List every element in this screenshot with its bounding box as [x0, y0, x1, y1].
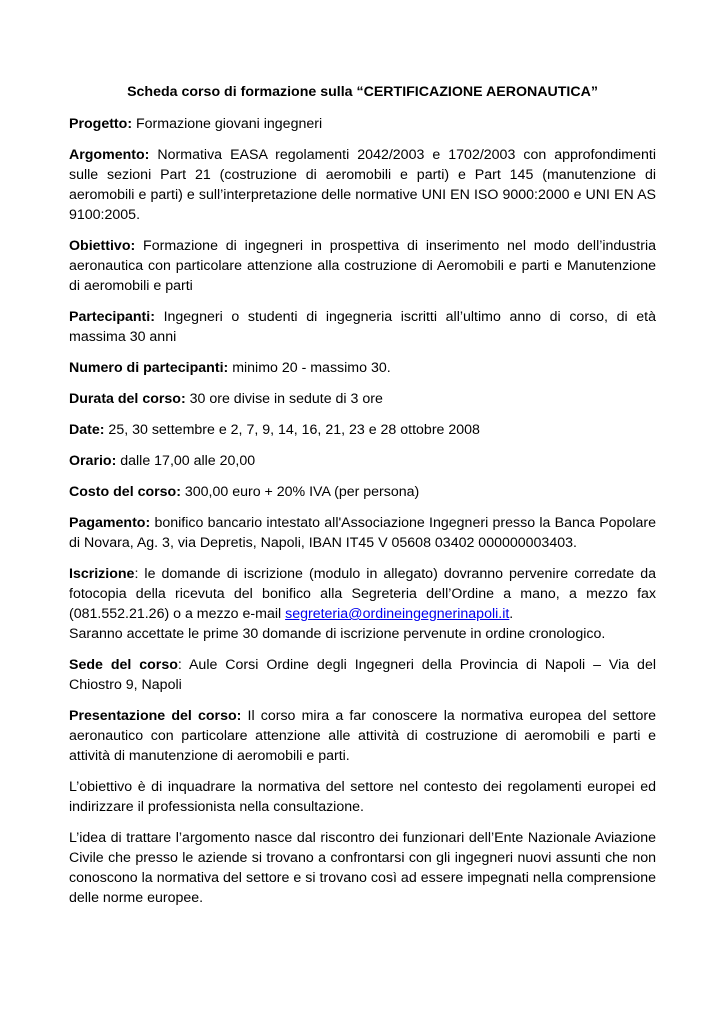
course-sheet: [69, 82, 656, 919]
obiettivo-value: Formazione di ingegneri in prospettiva di inserimento nel modo dell’industria aeronautica con particolare attenzione alla costruzione di Aeromobili e parti e Manutenzione di aeromobili e parti: [69, 238, 656, 294]
numero-partecipanti-label: Numero di partecipanti:: [69, 360, 229, 376]
iscrizione-note: Saranno accettate le prime 30 domande di iscrizione pervenute in ordine cronologico.: [69, 626, 606, 642]
presentazione-field: [69, 706, 656, 766]
idea-paragraph: L’idea di trattare l’argomento nasce dal riscontro dei funzionari dell’Ente Nazionale Aviazione Civile che presso le aziende si trovano a confrontarsi con gli ingegneri nuovi assunti che non conoscono la normativa del settore e si trovano così ad essere impegnati nella comprensione delle norme europee.: [69, 830, 656, 906]
durata-value: 30 ore divise in sedute di 3 ore: [185, 391, 383, 407]
obiettivo-field: [69, 236, 656, 296]
costo-value: 300,00 euro + 20% IVA (per persona): [180, 484, 420, 500]
durata-label: Durata del corso:: [69, 391, 186, 407]
sede-field: [69, 655, 656, 695]
iscrizione-text-end: .: [509, 606, 514, 622]
argomento-field: [69, 145, 656, 225]
orario-field: [69, 451, 656, 471]
argomento-label: Argomento:: [69, 147, 150, 163]
pagamento-value: bonifico bancario intestato all'Associazione Ingegneri presso la Banca Popolare di Novara, Ag. 3, via Depretis, Napoli, IBAN IT45 V 05608 03402 000000003403.: [69, 515, 656, 551]
partecipanti-value: Ingegneri o studenti di ingegneria iscritti all’ultimo anno di corso, di età massima 30 anni: [69, 309, 656, 345]
sede-label: Sede del corso: [69, 657, 178, 673]
numero-partecipanti-field: [69, 358, 656, 378]
pagamento-field: [69, 513, 656, 553]
numero-partecipanti-value: minimo 20 - massimo 30.: [228, 360, 391, 376]
date-field: [69, 420, 656, 440]
presentazione-label: Presentazione del corso:: [69, 708, 242, 724]
progetto-field: [69, 114, 656, 134]
date-label: Date:: [69, 422, 105, 438]
email-link[interactable]: segreteria@ordineingegnerinapoli.it: [285, 606, 510, 622]
iscrizione-label: Iscrizione: [69, 566, 135, 582]
progetto-label: Progetto:: [69, 116, 133, 132]
presentazione-value: Il corso mira a far conoscere la normativa europea del settore aeronautico con particolare attenzione alle attività di costruzione di aeromobili e parti e attività di manutenzione di aeromobili e parti.: [69, 708, 657, 764]
costo-label: Costo del corso:: [69, 484, 181, 500]
costo-field: [69, 482, 656, 502]
iscrizione-text: : le domande di iscrizione (modulo in allegato) dovranno pervenire corredate da fotocopia della ricevuta del bonifico alla Segreteria dell’Ordine a mano, a mezzo fax (081.552.21.26) o a mezzo e-mail: [69, 566, 656, 622]
page-title: Scheda corso di formazione sulla “CERTIFICAZIONE AERONAUTICA”: [127, 84, 598, 100]
iscrizione-field: [69, 564, 656, 644]
partecipanti-field: [69, 307, 656, 347]
orario-label: Orario:: [69, 453, 117, 469]
durata-field: [69, 389, 656, 409]
partecipanti-label: Partecipanti:: [69, 309, 155, 325]
obiettivo-paragraph: L’obiettivo è di inquadrare la normativa del settore nel contesto dei regolamenti europei ed indirizzare il professionista nella consultazione.: [69, 779, 656, 815]
date-value: 25, 30 settembre e 2, 7, 9, 14, 16, 21, 23 e 28 ottobre 2008: [104, 422, 480, 438]
progetto-value: Formazione giovani ingegneri: [132, 116, 323, 132]
sede-value: : Aule Corsi Ordine degli Ingegneri della Provincia di Napoli – Via del Chiostro 9, Napoli: [69, 657, 656, 693]
obiettivo-label: Obiettivo:: [69, 238, 136, 254]
orario-value: dalle 17,00 alle 20,00: [116, 453, 256, 469]
argomento-value: Normativa EASA regolamenti 2042/2003 e 1702/2003 con approfondimenti sulle sezioni Part 21 (costruzione di aeromobili e parti) e Part 145 (manutenzione di aeromobili e parti) e sull’interpretazione delle normative UNI EN ISO 9000:2000 e UNI EN AS 9100:2005.: [69, 147, 656, 223]
pagamento-label: Pagamento:: [69, 515, 151, 531]
